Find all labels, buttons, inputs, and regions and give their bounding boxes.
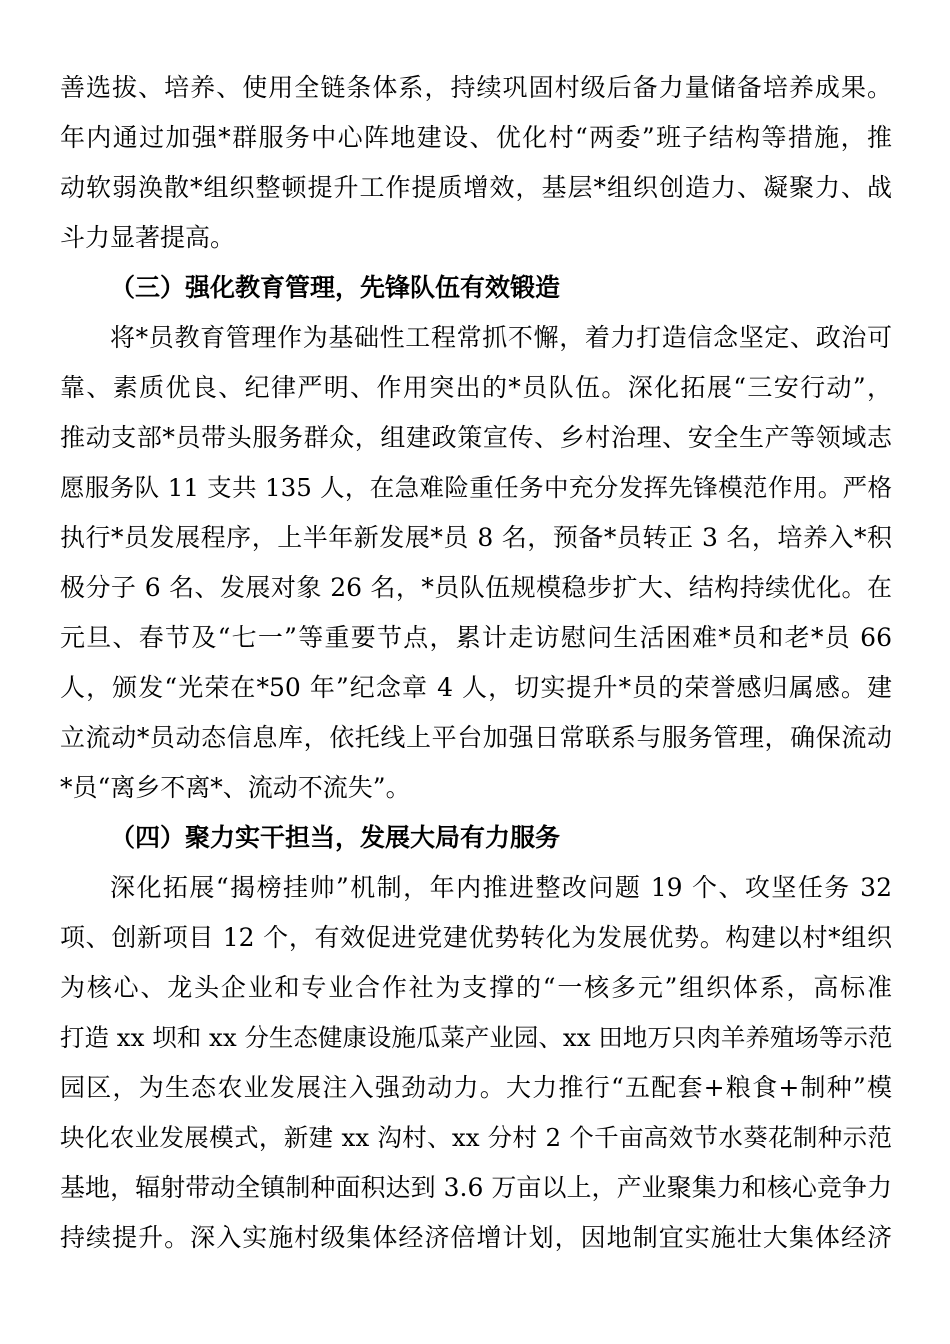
body-text-line: 执行*员发展程序，上半年新发展*员 8 名，预备*员转正 3 名，培养入*积 bbox=[60, 523, 892, 552]
body-text-line: 立流动*员动态信息库，依托线上平台加强日常联系与服务管理，确保流动 bbox=[60, 723, 892, 752]
body-text-line: 人，颁发“光荣在*50 年”纪念章 4 人，切实提升*员的荣誉感归属感。建 bbox=[60, 673, 892, 702]
body-text-line: 愿服务队 11 支共 135 人，在急难险重任务中充分发挥先锋模范作用。严格 bbox=[60, 473, 892, 502]
body-text-line: 基地，辐射带动全镇制种面积达到 3.6 万亩以上，产业聚集力和核心竞争力 bbox=[60, 1173, 892, 1202]
section-heading: （四）聚力实干担当，发展大局有力服务 bbox=[110, 823, 561, 852]
body-text-line: 极分子 6 名、发展对象 26 名，*员队伍规模稳步扩大、结构持续优化。在 bbox=[60, 573, 892, 602]
body-text-line: 深化拓展“揭榜挂帅”机制，年内推进整改问题 19 个、攻坚任务 32 bbox=[110, 873, 892, 902]
body-text-line: 靠、素质优良、纪律严明、作用突出的*员队伍。深化拓展“三安行动”， bbox=[60, 373, 892, 402]
body-text-line: 块化农业发展模式，新建 xx 沟村、xx 分村 2 个千亩高效节水葵花制种示范 bbox=[60, 1123, 892, 1152]
body-text-line: 将*员教育管理作为基础性工程常抓不懈，着力打造信念坚定、政治可 bbox=[110, 323, 892, 352]
body-text-line: 持续提升。深入实施村级集体经济倍增计划，因地制宜实施壮大集体经济 bbox=[60, 1223, 892, 1252]
body-text-line: 打造 xx 坝和 xx 分生态健康设施瓜菜产业园、xx 田地万只肉羊养殖场等示范 bbox=[60, 1023, 893, 1052]
body-text-line: 年内通过加强*群服务中心阵地建设、优化村“两委”班子结构等措施，推 bbox=[60, 123, 892, 152]
body-text-line: 元旦、春节及“七一”等重要节点，累计走访慰问生活困难*员和老*员 66 bbox=[60, 623, 892, 652]
body-text-line: 推动支部*员带头服务群众，组建政策宣传、乡村治理、安全生产等领域志 bbox=[60, 423, 892, 452]
body-text-line: 项、创新项目 12 个，有效促进党建优势转化为发展优势。构建以村*组织 bbox=[60, 923, 892, 952]
body-text-line: 园区，为生态农业发展注入强劲动力。大力推行“五配套+粮食+制种”模 bbox=[60, 1073, 892, 1102]
section-heading: （三）强化教育管理，先锋队伍有效锻造 bbox=[110, 273, 561, 302]
body-text-line: 动软弱涣散*组织整顿提升工作提质增效，基层*组织创造力、凝聚力、战 bbox=[60, 173, 892, 202]
body-text-line: 为核心、龙头企业和专业合作社为支撑的“一核多元”组织体系，高标准 bbox=[60, 973, 892, 1002]
body-text-line: 善选拔、培养、使用全链条体系，持续巩固村级后备力量储备培养成果。 bbox=[60, 73, 892, 102]
body-text-line: *员“离乡不离*、流动不流失”。 bbox=[60, 773, 411, 802]
body-text-line: 斗力显著提高。 bbox=[60, 223, 236, 252]
